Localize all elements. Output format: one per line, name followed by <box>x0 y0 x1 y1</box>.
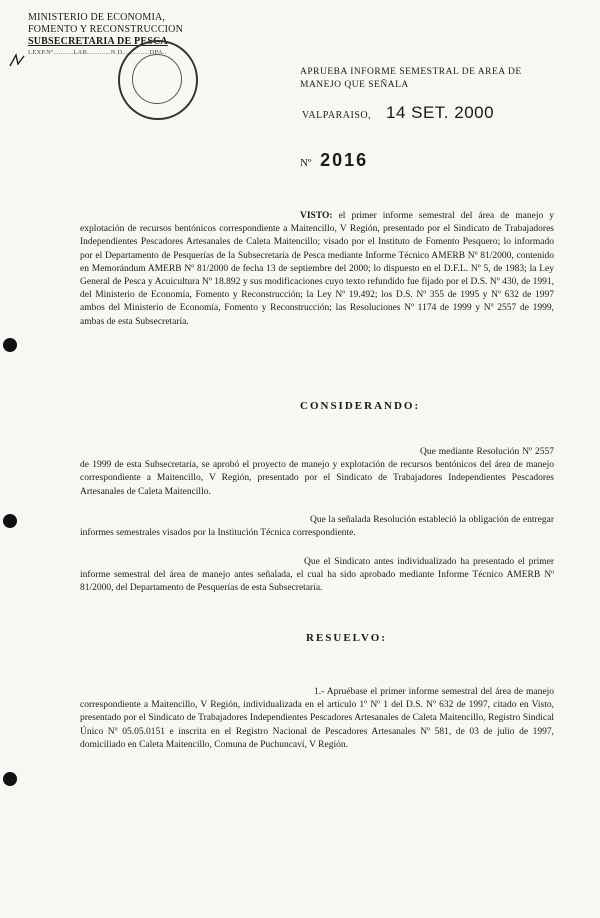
subsecretaria-line: SUBSECRETARIA DE PESCA <box>28 36 168 47</box>
punch-hole <box>3 514 17 528</box>
considerando-heading: CONSIDERANDO: <box>300 400 421 412</box>
resuelvo-item: 1.- Apruébase el primer informe semestral del área de manejo correspondiente a Maitencillo, V Región, individualizada en el artículo 1º Nº 1 del D.S. Nº 632 de 1997, citado en Visto, presentado por el Sindicato de Trabajadores Independientes Pescadores Artesanales de Caleta Maitencillo, Registro Sindical Único Nº 05.05.0151 e inscrita en el Registro Nacional de Pescadores Artesanales Nº 581, de 03 de julio de 1997, domiciliado en Caleta Maitencillo, Comuna de Puchuncaví, V Región. <box>80 687 554 750</box>
ministry-line: FOMENTO Y RECONSTRUCCION <box>28 24 184 35</box>
initials-mark <box>8 52 26 70</box>
considerando-item: Que mediante Resolución Nº 2557 de 1999 de esta Subsecretaría, se aprobó el proyecto de manejo y explotación de recursos bentónicos del área de manejo correspondiente a Maitencillo, V Región, presentado por el Sindicato de Trabajadores Independientes Pescadores Artesanales de Caleta Maitencillo. <box>80 447 554 497</box>
number-value: 2016 <box>320 150 369 170</box>
file-reference-line: I.EXP.Nº...........LAB.............N.D...............DPA.. <box>28 49 167 56</box>
visto-text: el primer informe semestral del área de manejo y explotación de recursos bentónicos correspondiente a Maitencillo, V Región, presentado por el Sindicato de Trabajadores Independientes Pescadores Artesanales de Caleta Maitencillo; visado por el Instituto de Fomento Pesquero; lo informado por el Departamento de Pesquerías de la Subsecretaría de Pesca mediante Informe Técnico AMERB Nº 81/2000, contenido en Memorándum AMERB Nº 81/2000 de fecha 13 de septiembre del 2000; lo dispuesto en el D.F.L. Nº 5, de 1983; la Ley General de Pesca y Acuicultura Nº 18.892 y sus modificaciones cuyo texto refundido fue fijado por el D.S. Nº 430, de 1991, del Ministerio de Economía, Fomento y Reconstrucción; la Ley Nº 19.492; los D.S. Nº 355 de 1995 y Nº 632 de 1997 ambos del Ministerio de Economía, Fomento y Reconstrucción; las Resoluciones Nº 1174 de 1999 y Nº 2557 de 1999, ambas de esta Subsecretaría. <box>80 211 554 327</box>
visto-paragraph <box>80 210 554 329</box>
considerando-item: Que el Sindicato antes individualizado ha presentado el primer informe semestral del área de manejo antes señalada, el cual ha sido aprobado mediante Informe Técnico AMERB Nº 81/2000, del Departamento de Pesquerías de esta Subsecretaría. <box>80 557 554 594</box>
stamp-inner-ring <box>132 54 182 104</box>
number-label: Nº <box>300 157 312 169</box>
document-subject: APRUEBA INFORME SEMESTRAL DE AREA DE MANEJO QUE SEÑALA <box>300 67 522 90</box>
document-date: 14 SET. 2000 <box>386 103 495 122</box>
place-label: VALPARAISO, <box>302 110 372 121</box>
official-stamp <box>118 40 198 120</box>
resuelvo-heading: RESUELVO: <box>306 632 387 644</box>
ministry-header <box>28 12 218 57</box>
document-number <box>300 150 368 171</box>
punch-hole <box>3 338 17 352</box>
visto-lead: VISTO: <box>300 211 333 221</box>
punch-hole <box>3 772 17 786</box>
considerando-item: Que la señalada Resolución estableció la obligación de entregar informes semestrales visados por la Institución Técnica correspondiente. <box>80 515 554 539</box>
ministry-line: MINISTERIO DE ECONOMIA, <box>28 12 166 23</box>
